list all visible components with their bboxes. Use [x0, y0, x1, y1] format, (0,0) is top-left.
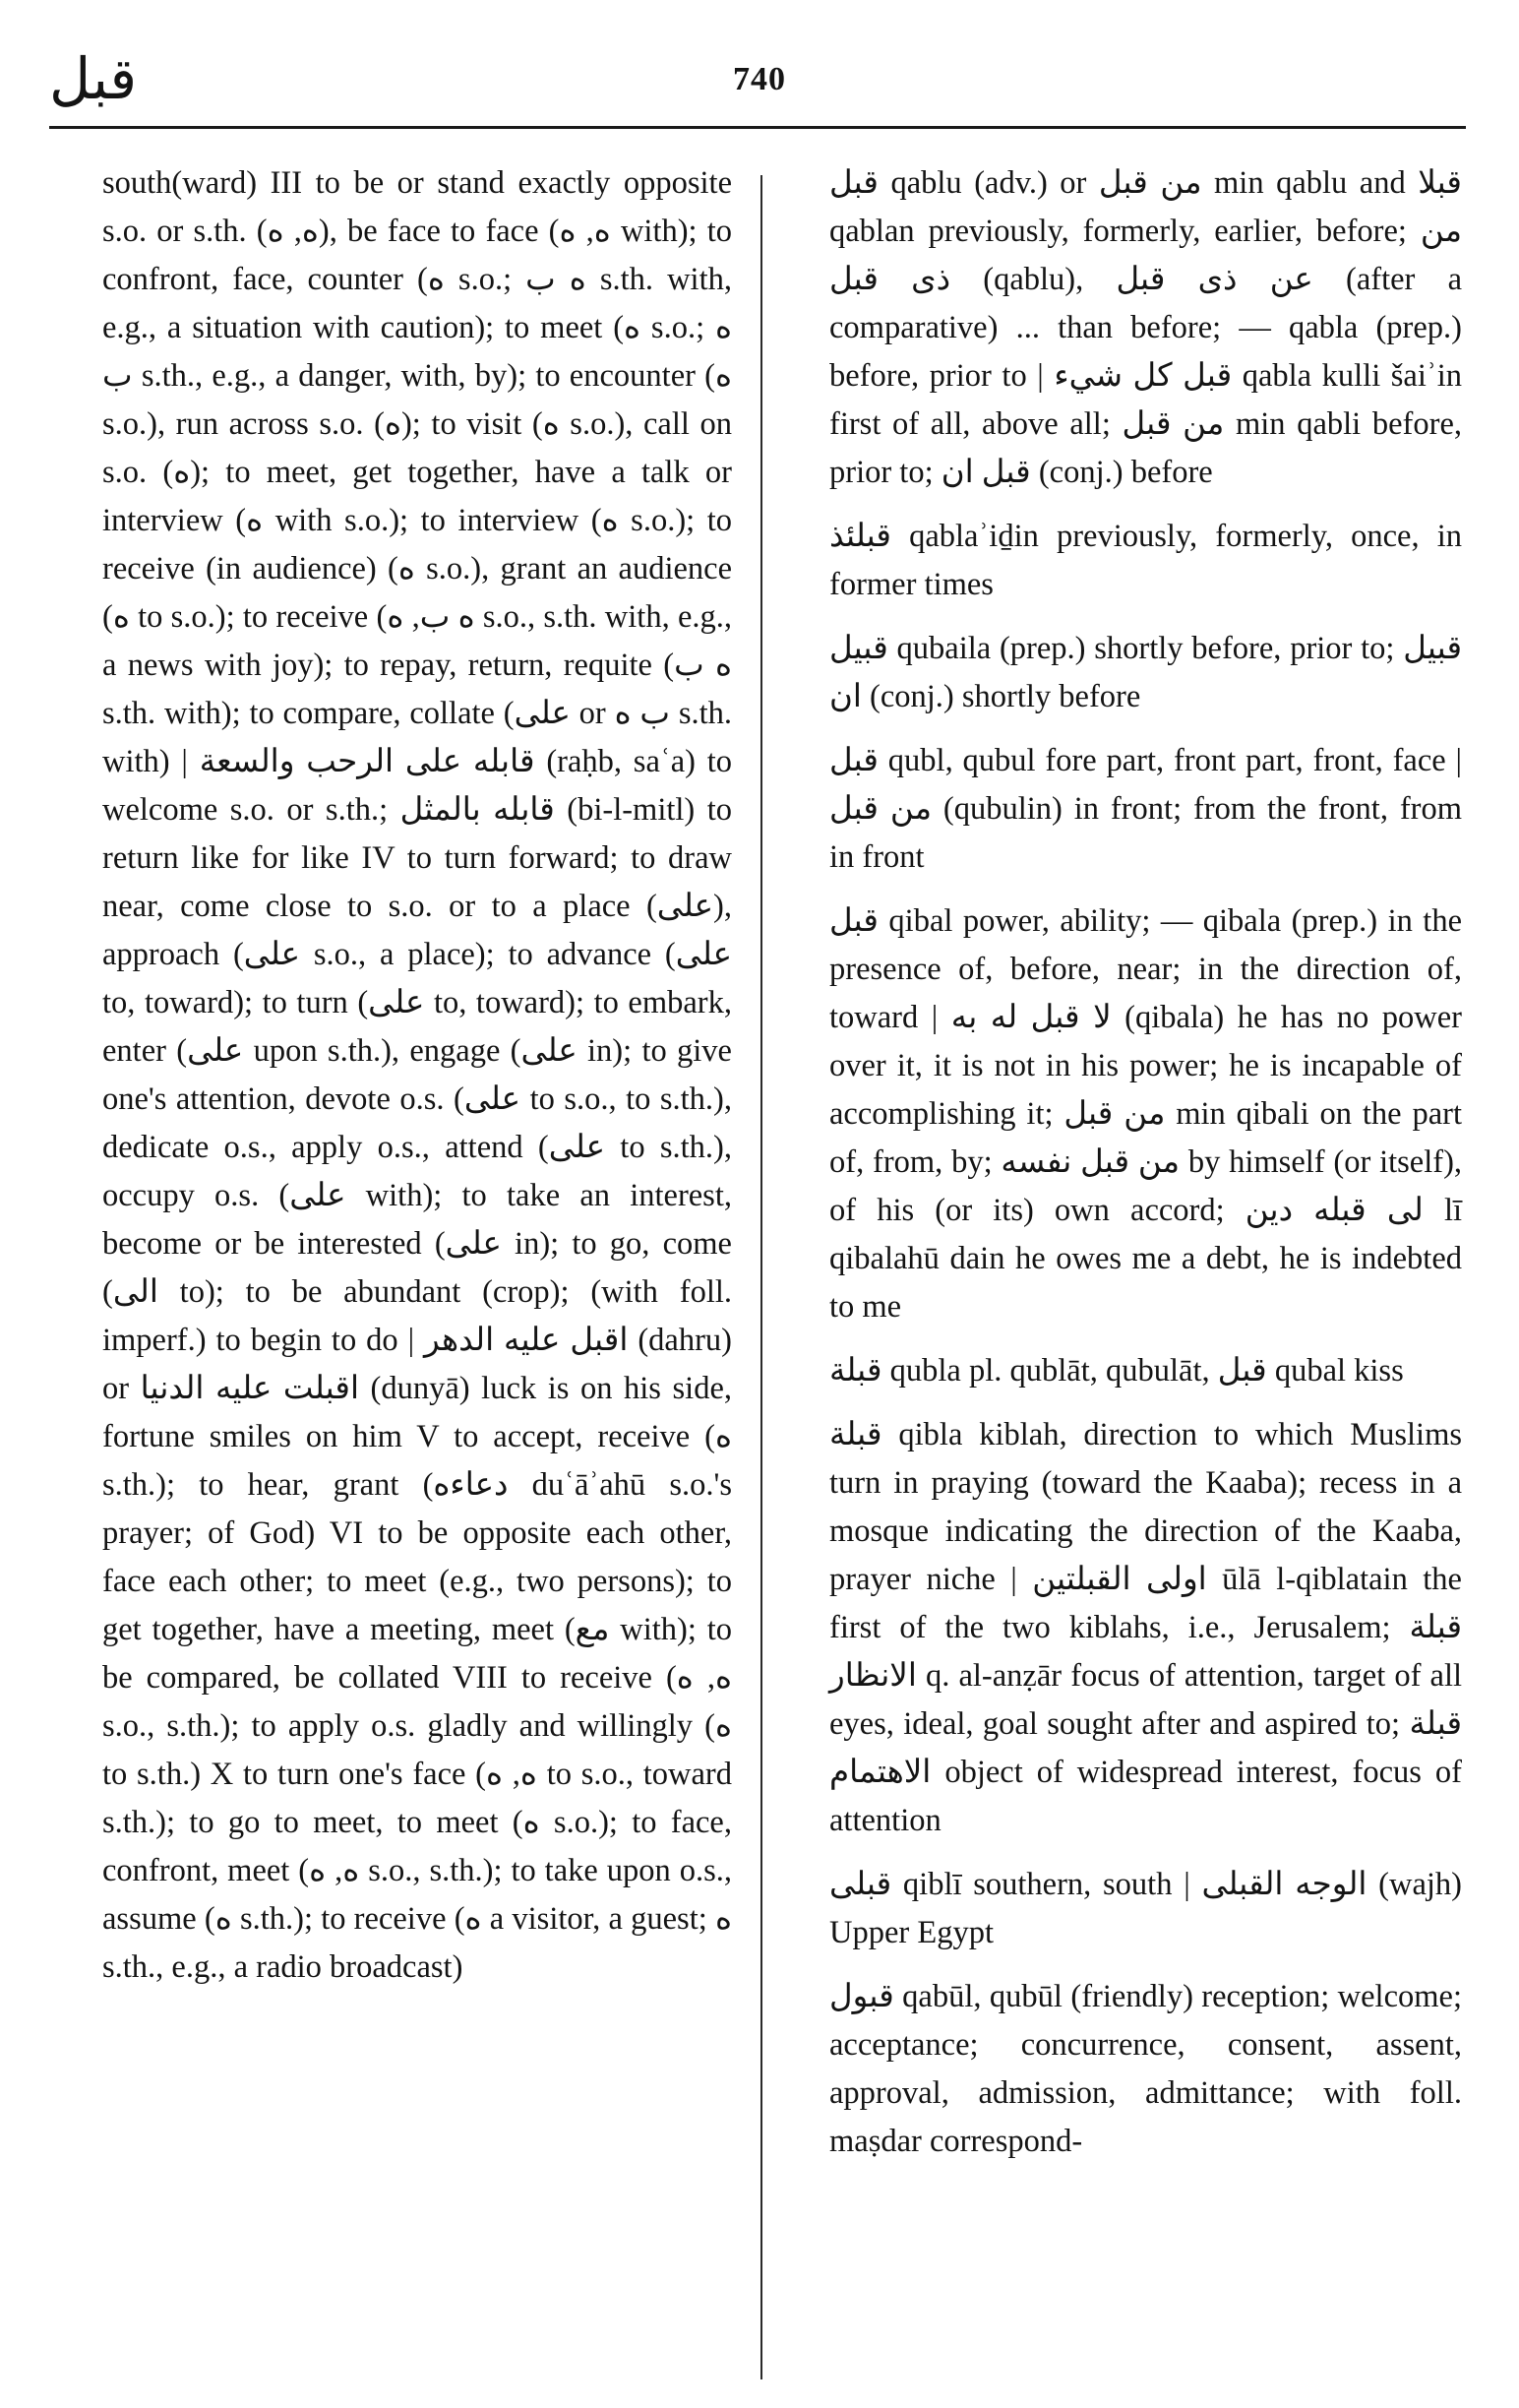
entry-qablaidin: قبلئذ qablaʾiḏin previously, formerly, once, in former times [829, 519, 1462, 602]
entry-qabul: قبول qabūl, qubūl (friendly) reception; welcome; acceptance; concurrence, consent, assent, approval, admission, admittance; with foll. maṣdar correspond- [829, 1979, 1462, 2159]
left-entry-text: south(ward) III to be or stand exactly opposite s.o. or s.th. (ه, ه), be face to face (ه, ه with); to confront, face, counter (ه s.o.; ه ب s.th. with, e.g., a situation with caution); to meet (ه s.o.; ه ب s.th., e.g., a danger, with, by); to encounter (ه s.o.), run across s.o. (ه); to visit (ه s.o.), call on s.o. (ه); to meet, get together, have a talk or interview (ه with s.o.); to interview (ه s.o.); to receive (in audience) (ه s.o.), grant an audience (ه to s.o.); to receive (ه ب, ه s.o., s.th. with, e.g., a news with joy); to repay, return, requite (ه ب s.th. with); to compare, collate (على or ب ه s.th. with) | قابله على الرحب والسعة (raḥb, saʿa) to welcome s.o. or s.th.; قابله بالمثل (bi-l-mitl) to return like for like IV to turn forward; to draw near, come close to s.o. or to a place (على), approach (على s.o., a place); to advance (على to, toward); to turn (على to, toward); to embark, enter (على upon s.th.), engage (على in); to give one's attention, devote o.s. (على to s.o., to s.th.), dedicate o.s., apply o.s., attend (على to s.th.), occupy o.s. (على with); to take an interest, become or be interested (على in); to go, come (الى to); to be abundant (crop); (with foll. imperf.) to begin to do | اقبل عليه الدهر (dahru) or اقبلت عليه الدنيا (dunyā) luck is on his side, fortune smiles on him V to accept, receive (ه s.th.); to hear, grant (دعاءه duʿāʾahū s.o.'s prayer; of God) VI to be opposite each other, face each other; to meet (e.g., two persons); to get together, have a meeting, meet (مع with); to be compared, be collated VIII to receive (ه, ه s.o., s.th.); to apply o.s. gladly and willingly (ه to s.th.) X to turn one's face (ه, ه to s.o., toward s.th.); to go to meet, to meet (ه s.o.); to face, confront, meet (ه, ه s.o., s.th.); to take upon o.s., assume (ه s.th.); to receive (ه a visitor, a guest; ه s.th., e.g., a radio broadcast) [102, 165, 733, 1985]
running-head: قبل [49, 47, 138, 111]
page-header [0, 0, 1519, 138]
entry-qibal: قبل qibal power, ability; — qibala (prep.) in the presence of, before, near; in the direction of, toward | لا قبل له به (qibala) he has no power over it, it is not in his power; he is incapable of accomplishing it; من قبل min qibali on the part of, from, by; من قبل نفسه by himself (or itself), of his (or its) own accord; لى قبله دين lī qibalahū dain he owes me a debt, he is indebted to me [829, 903, 1463, 1325]
column-divider [760, 175, 762, 2379]
right-column [829, 159, 1462, 2182]
header-rule [49, 126, 1466, 129]
entry-qubaila: قبيل qubaila (prep.) shortly before, prior to; قبيل ان (conj.) shortly before [829, 631, 1462, 714]
entry-qibla: قبلة qibla kiblah, direction to which Muslims turn in praying (toward the Kaaba); recess in a mosque indicating the direction of the Kaaba, prayer niche | اولى القبلتين ūlā l-qiblatain the first of the two kiblahs, i.e., Jerusalem; قبلة الانظار q. al-anẓār focus of attention, target of all eyes, ideal, goal sought after and aspired to; قبلة الاهتمام object of widespread interest, focus of attention [829, 1417, 1462, 1838]
left-column [102, 159, 732, 1992]
page-number: 740 [733, 61, 786, 97]
entry-qibli: قبلى qiblī southern, south | الوجه القبلى (wajh) Upper Egypt [829, 1867, 1462, 1950]
entry-qubl: قبل qubl, qubul fore part, front part, front, face | من قبل (qubulin) in front; from the front, from in front [829, 743, 1463, 875]
entry-qubla: قبلة qubla pl. qublāt, qubulāt, قبل qubal kiss [829, 1353, 1404, 1389]
entry-qablu: قبل qablu (adv.) or من قبل min qablu and قبلا qablan previously, formerly, earlier, before; من ذى قبل (qablu), عن ذى قبل (after a comparative) ... than before; — qabla (prep.) before, prior to | قبل كل شيء qabla kulli šaiʾin first of all, above all; من قبل min qabli before, prior to; قبل ان (conj.) before [829, 165, 1462, 490]
